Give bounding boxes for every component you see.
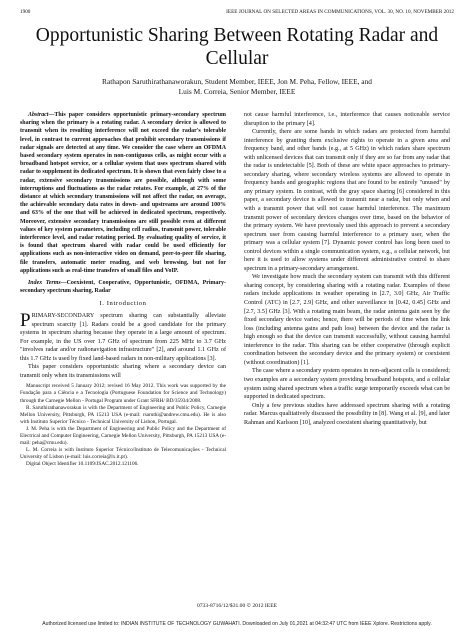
footnote: Digital Object Identifier 10.1109/JSAC.2012.121106.	[26, 461, 139, 468]
abstract-label: Abstract	[28, 112, 49, 118]
intro-paragraph-1	[20, 312, 226, 363]
intro-paragraph-1-text: RIMARY-SECONDARY spectrum sharing can substantially alleviate spectrum scarcity [1]. Radars could be a good candidate for the primary systems in spectrum sharing because they operate in a large amount of spectrum. For example, in the US over 1.7 GHz of spectrum from 225 MHz to 3.7 GHz "involves radar and/or radionavigation infrastructure" [2], and around 1.1 GHz of this 1.7 GHz is used by fixed land-based radars in non-military applications [3].	[20, 313, 226, 362]
author-line-2: Luis M. Correia, Senior Member, IEEE	[178, 87, 296, 96]
abstract	[20, 111, 226, 275]
paper-title: Opportunistic Sharing Between Rotating Radar and Cellular	[35, 25, 439, 69]
body-paragraph: Only a few previous studies have addressed spectrum sharing with a rotating radar. Marcus qualitatively discussed the possibility in [8]. Wang et al. [9], and later Rahman and Karlsson [10], analyzed coexistent sharing quantitatively, but	[244, 402, 450, 426]
section-heading: I. Introduction	[99, 300, 147, 308]
footnote: L. M. Correia is with Instituto Superior Técnico/Instituto de Telecomunicações - Technical University of Lisbon (e-mail: luis.correia@lx.it.pt).	[20, 447, 226, 461]
index-terms-label: Index Terms	[28, 280, 61, 287]
page-number: 1900	[20, 9, 31, 15]
copyright-footer: 0733-8716/12/$31.00 © 2012 IEEE	[196, 603, 278, 609]
footnote: R. Saruthirathanaworakun is with the Department of Engineering and Public Policy, Carnegie Mellon University, Pittsburgh, PA 15213 USA (e-mail: rsaruthi@andrew.cmu.edu). He is also with Instituto Superior Técnico - Technical University of Lisbon, Portugal.	[20, 404, 226, 425]
index-terms	[20, 279, 226, 295]
intro-paragraph-2: This paper considers opportunistic sharing where a secondary device can transmit only when its transmissions will	[20, 364, 226, 379]
body-paragraph: We investigate how much the secondary system can transmit with this different sharing concept, by considering sharing with a rotating radar. Examples of these radars include applications in weather operating in [2.7, 3.0] GHz, Air Traffic Control (ATC) in [2.7, 2.9] GHz, and other surveillance in [0.42, 0.45] GHz and [2.7, 3.5] GHz [3]. With a rotating main beam, the radar antenna gain seen by the fixed secondary device varies; hence, there will be periods of time when the link loss (including antenna gains and path loss) between the device and the radar is high enough so that the device can transmit successfully, without causing harmful interference to the radar. This sharing can be either cooperative (through explicit coordination between the secondary device and the primary system) or coexistent (without coordination) [1].	[244, 274, 450, 366]
license-notice: Authorized licensed use limited to: INDIAN INSTITUTE OF TECHNOLOGY GUWAHATI. Downloaded on July 01,2021 at 04:32:47 UTC from IEEE Xplore. Restrictions apply.	[42, 621, 432, 627]
drop-cap: P	[20, 310, 31, 332]
author-block	[30, 77, 444, 97]
left-column	[20, 111, 226, 469]
body-paragraph: not cause harmful interference, i.e., interference that causes noticeable service disruption to the primary [4].	[244, 112, 450, 127]
index-terms-text: —Coexistent, Cooperative, Opportunistic, OFDMA, Primary-secondary spectrum sharing, Radar	[20, 280, 226, 295]
footnotes	[20, 383, 226, 468]
author-line-1: Rathapon Saruthirathanaworakun, Student Member, IEEE, Jon M. Peha, Fellow, IEEE, and	[102, 77, 372, 86]
footnote: Manuscript received 5 January 2012; revised 16 May 2012. This work was supported by the Fundação para a Ciência e a Tecnologia (Portuguese Foundation for Science and Technology) through the Carnegie Mellon - Portugal Program under Grant SFRH/ BD/35934/2008.	[20, 383, 226, 404]
right-column	[244, 111, 450, 427]
body-paragraph: Currently, there are some bands in which radars are protected from harmful interference by granting them exclusive rights to operate in a given area and frequency band, and other bands (e.g., at 5 GHz) in which radars share spectrum with unlicensed devices that can transmit only if they are so far from any radar that the radar is undetectable [5]. Both of these are white space approaches to primary-secondary sharing, where secondary wireless systems are allowed to operate in frequency bands and geographic regions that are found to be entirely "unused" by any primary system. In contrast, with the gray space sharing [6] considered in this paper, a secondary device is allowed to transmit near a radar, but only when and with a transmit power that will not cause harmful interference. The maximum transmit power of secondary devices changes over time, based on the behavior of the primary system. We have previously used this approach to prevent a secondary spectrum user from causing harmful interference to a primary user, when the primary was a cellular system [7]. Dynamic power control has long been used to control devices within a single communication system, e.g., a cellular network, but here it is used to allow systems under different administrative control to share spectrum in a primary-secondary arrangement.	[244, 129, 450, 272]
journal-name: IEEE JOURNAL ON SELECTED AREAS IN COMMUNICATIONS, VOL. 30, NO. 10, NOVEMBER 2012	[226, 9, 454, 15]
abstract-text: —This paper considers opportunistic primary-secondary spectrum sharing when the primary is a rotating radar. A secondary device is allowed to transmit when its resulting interference will not exceed the radar's tolerable level, in contrast to current approaches that prohibit secondary transmissions if radar signals are detected at any time. We consider the case where an OFDMA based secondary system operates in non-contiguous cells, as might occur with a broadband hotspot service, or a cellular system that uses spectrum shared with radar to supplement its dedicated spectrum. It is shown that even fairly close to a radar, extensive secondary transmissions are possible, although with some interruptions and fluctuations as the radar rotates. For example, at 27% of the distance at which secondary transmissions will not affect the radar, on average, the achievable secondary data rates in down- and upstreams are around 100% and 63% of the one that will be achieved in dedicated spectrum, respectively. Moreover, extensive secondary transmissions are still possible even at different values of key system parameters, including cell radius, transmit power, tolerable interference level, and radar rotating period. By evaluating quality of service, it is found that spectrum shared with radar could be used efficiently for applications such as non-interactive video on demand, peer-to-peer file sharing, file transfers, automatic meter reading, and web browsing, but not for applications such as real-time transfers of small files and VoIP.	[20, 112, 226, 274]
running-header	[20, 9, 454, 16]
footnote: J. M. Peha is with the Department of Engineering and Public Policy and the Department of Electrical and Computer Engineering, Carnegie Mellon University, Pittsburgh, PA 15213 USA (e-mail: peha@cmu.edu).	[20, 425, 226, 447]
body-paragraph: The case where a secondary system operates in non-adjacent cells is considered; two examples are a secondary system providing broadband hotspots, and a cellular system using shared spectrum when a traffic surge temporarily exceeds what can be supported in dedicated spectrum.	[244, 368, 450, 401]
